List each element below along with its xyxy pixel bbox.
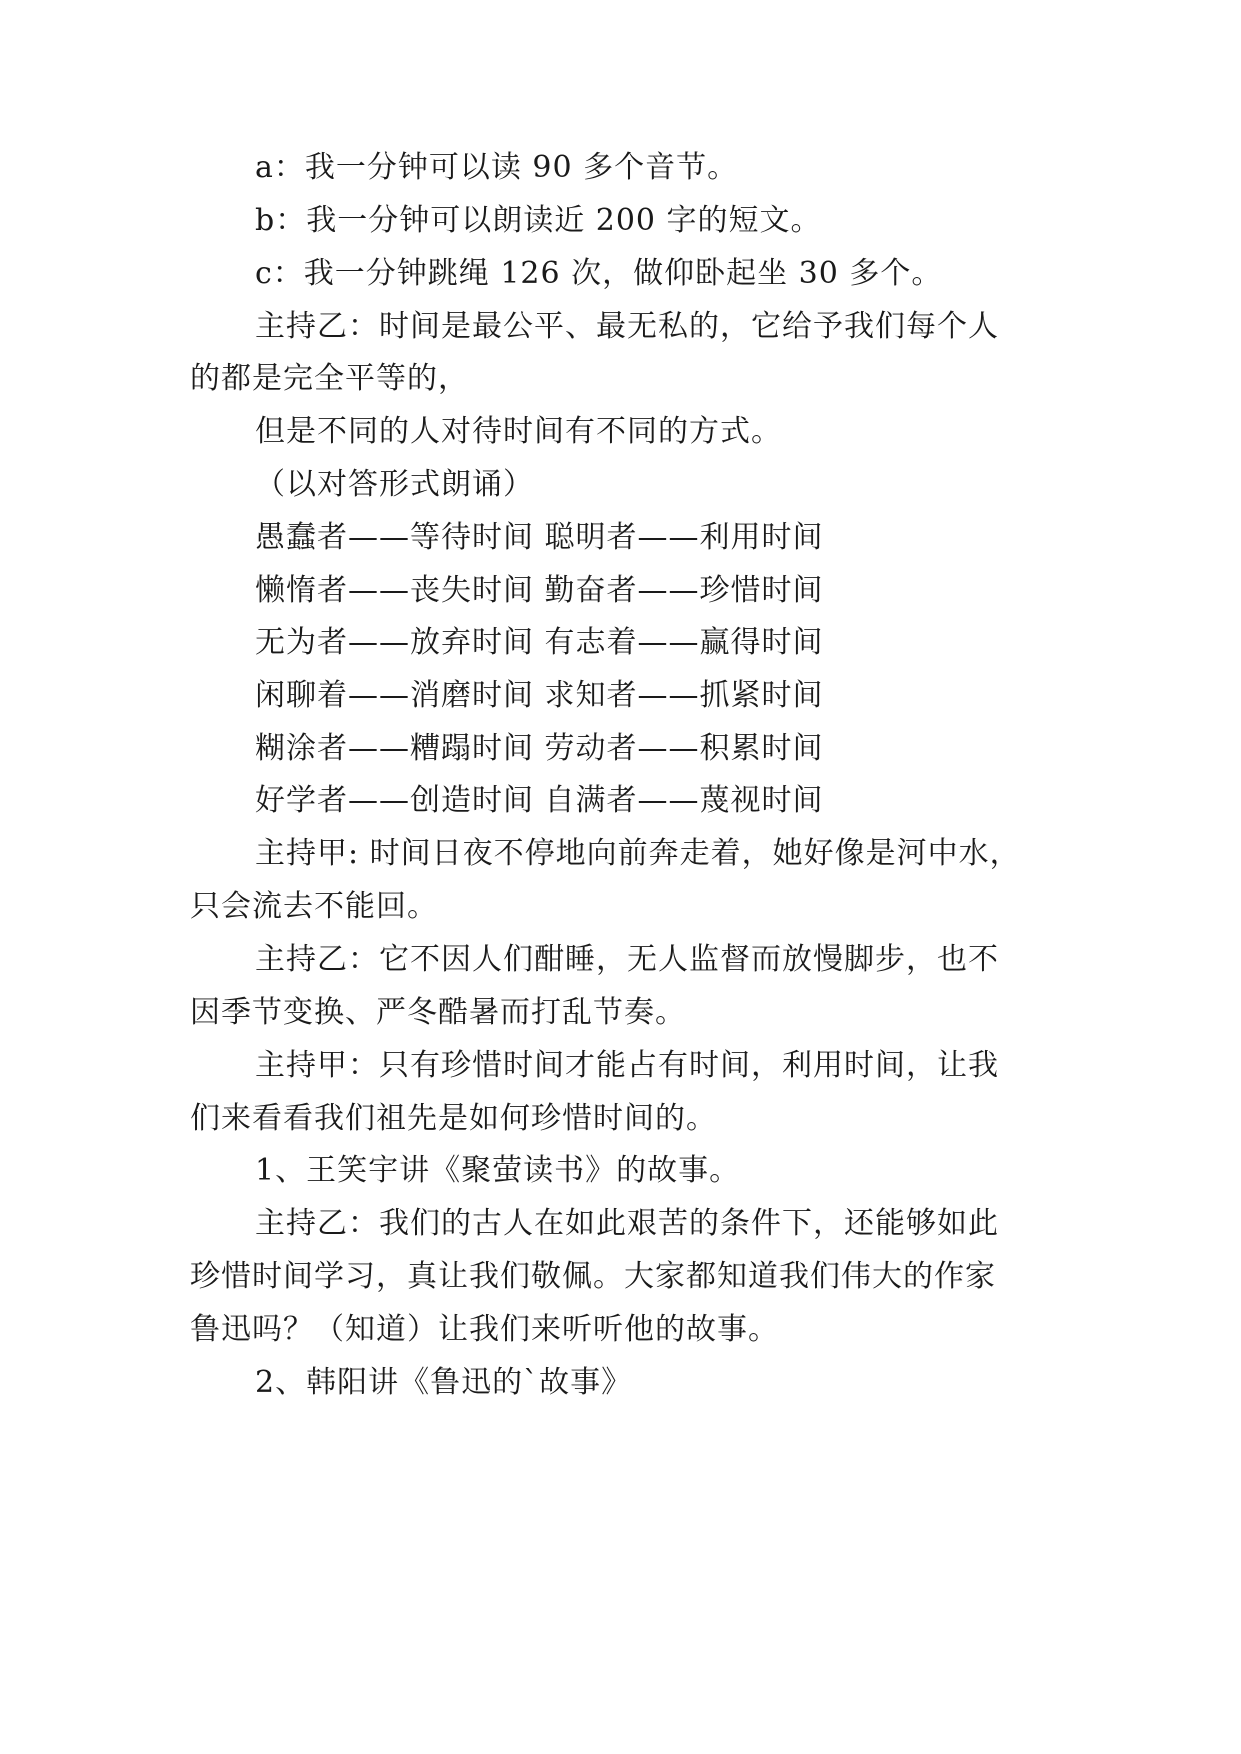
text-line: 们来看看我们祖先是如何珍惜时间的。	[190, 1101, 717, 1136]
text-line: 1、王笑宇讲《聚萤读书》的故事。	[255, 1153, 741, 1188]
text-line: 主持乙：它不因人们酣睡，无人监督而放慢脚步，也不	[255, 942, 999, 977]
text-line: 珍惜时间学习，真让我们敬佩。大家都知道我们伟大的作家	[190, 1259, 996, 1294]
text-line: b：我一分钟可以朗读近 200 字的短文。	[255, 203, 822, 238]
text-line: 2、韩阳讲《鲁迅的`故事》	[255, 1365, 633, 1400]
text-line: 鲁迅吗？（知道）让我们来听听他的故事。	[190, 1312, 779, 1347]
text-line: 主持甲：只有珍惜时间才能占有时间，利用时间，让我	[255, 1048, 999, 1083]
text-line: a：我一分钟可以读 90 多个音节。	[255, 150, 739, 185]
text-line: 糊涂者——糟蹋时间 劳动者——积累时间	[255, 731, 824, 766]
text-line: （以对答形式朗诵）	[255, 467, 534, 502]
text-line: 愚蠢者——等待时间 聪明者——利用时间	[255, 520, 824, 555]
text-line: 因季节变换、严冬酷暑而打乱节奏。	[190, 995, 686, 1030]
text-line: 但是不同的人对待时间有不同的方式。	[255, 414, 782, 449]
text-line: 好学者——创造时间 自满者——蔑视时间	[255, 783, 824, 818]
text-line: 主持甲: 时间日夜不停地向前奔走着，她好像是河中水，	[255, 836, 1021, 871]
text-line: 主持乙：我们的古人在如此艰苦的条件下，还能够如此	[255, 1206, 999, 1241]
text-line: 闲聊着——消磨时间 求知者——抓紧时间	[255, 678, 824, 713]
text-line: c：我一分钟跳绳 126 次，做仰卧起坐 30 多个。	[255, 256, 943, 291]
text-line: 懒惰者——丧失时间 勤奋者——珍惜时间	[255, 573, 824, 608]
text-line: 只会流去不能回。	[190, 889, 438, 924]
text-line: 主持乙：时间是最公平、最无私的，它给予我们每个人	[255, 309, 999, 344]
text-line: 的都是完全平等的，	[190, 361, 469, 396]
text-line: 无为者——放弃时间 有志着——赢得时间	[255, 625, 824, 660]
